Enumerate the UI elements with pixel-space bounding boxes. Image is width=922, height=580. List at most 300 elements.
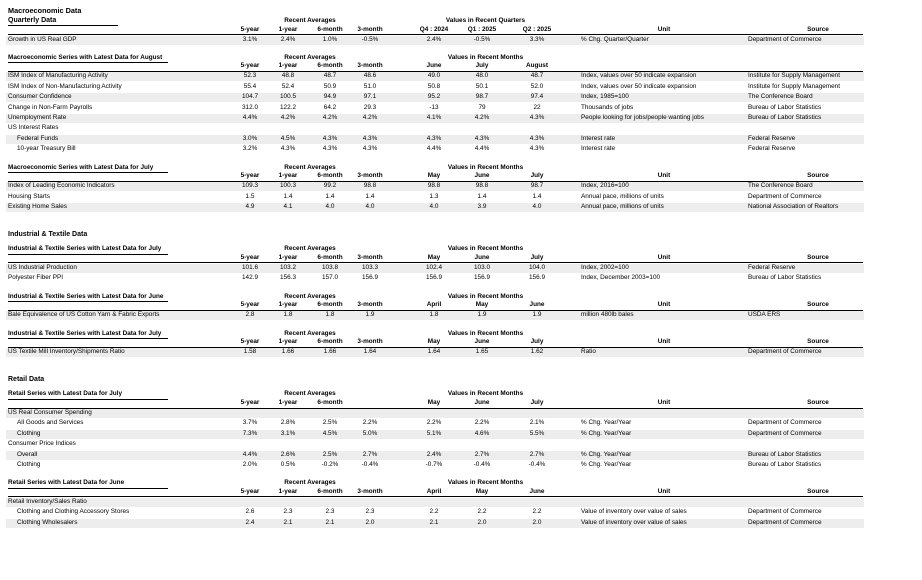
series-label: Change in Non-Farm Payrolls <box>8 103 93 111</box>
recent-value: 98.7 <box>475 93 489 101</box>
recent-value: -13 <box>429 103 439 111</box>
averages-header: Recent Averages <box>284 390 336 398</box>
average-value: 2.8% <box>280 419 296 427</box>
avg-col-label: 5-year <box>240 172 260 180</box>
average-value: 4.9 <box>245 202 255 210</box>
unit-header: Unit <box>657 487 671 495</box>
avg-col-label: 1-year <box>278 253 298 261</box>
average-value: -0.2% <box>321 460 339 468</box>
average-value: 2.5% <box>322 419 338 427</box>
recent-value: 2.7% <box>474 450 490 458</box>
recent-header: Values in Recent Months <box>447 245 524 253</box>
average-value: 4.3% <box>362 134 378 142</box>
unit-text: Ratio <box>581 348 596 355</box>
unit-text: Interest rate <box>581 145 616 153</box>
average-value: 312.0 <box>242 103 258 111</box>
row-shading <box>6 498 864 507</box>
recent-value: 3.9 <box>477 202 487 210</box>
average-value: 100.5 <box>280 93 296 101</box>
average-value: 1.58 <box>243 348 257 355</box>
recent-value: 4.4% <box>474 145 490 153</box>
avg-col-label: 5-year <box>240 338 260 345</box>
recent-value: 2.0 <box>477 518 487 526</box>
source-text: National Association of Realtors <box>748 202 839 210</box>
average-value: 1.4 <box>325 192 335 200</box>
unit-text: Annual pace, millions of units <box>581 202 664 210</box>
avg-col-label: 1-year <box>278 25 298 33</box>
average-value: 99.2 <box>323 182 337 190</box>
recent-value: 1.4 <box>532 192 542 200</box>
average-value: -0.5% <box>361 35 379 43</box>
unit-text: Value of inventory over value of sales <box>581 508 687 516</box>
average-value: 52.4 <box>281 82 295 90</box>
unit-text: % Chg. Year/Year <box>581 419 632 427</box>
average-value: 1.4 <box>365 192 375 200</box>
average-value: 4.4% <box>242 114 258 121</box>
group-title: Industrial & Textile Series with Latest Data for July <box>8 245 162 253</box>
avg-col-label: 6-month <box>317 301 343 309</box>
unit-text: Thousands of jobs <box>581 103 634 111</box>
average-value: 55.4 <box>243 82 257 90</box>
averages-header: Recent Averages <box>284 479 336 487</box>
avg-col-label: 6-month <box>317 253 343 261</box>
source-text: Bureau of Labor Statistics <box>748 274 822 282</box>
average-value: 157.0 <box>322 274 338 282</box>
group-title: Macroeconomic Series with Latest Data for July <box>8 163 154 171</box>
unit-text: Index, values over 50 indicate expansion <box>581 82 697 90</box>
average-value: 2.0% <box>242 460 258 468</box>
recent-value: 156.9 <box>474 274 490 282</box>
recent-value: 79 <box>478 103 486 111</box>
unit-header: Unit <box>657 25 671 33</box>
avg-col-label: 3-month <box>357 301 383 309</box>
average-value: 103.2 <box>280 263 296 271</box>
averages-header: Recent Averages <box>284 329 336 337</box>
average-value: -0.4% <box>361 460 379 468</box>
recent-value: -0.4% <box>528 460 546 468</box>
avg-col-label: 6-month <box>317 172 343 180</box>
source-text: The Conference Board <box>748 182 813 190</box>
average-value: 104.7 <box>242 93 258 101</box>
recent-value: 2.1 <box>429 518 439 526</box>
recent-value: 95.2 <box>427 93 441 101</box>
recent-header: Values in Recent Months <box>447 53 524 61</box>
average-value: 2.6% <box>280 450 296 458</box>
recent-col-label: May <box>427 398 441 406</box>
recent-value: 1.9 <box>477 311 487 319</box>
avg-col-label: 1-year <box>278 487 298 495</box>
series-label: Federal Funds <box>17 134 59 142</box>
average-value: 3.2% <box>242 145 258 153</box>
avg-col-label: 6-month <box>317 25 343 33</box>
underline-rule <box>8 399 168 400</box>
average-value: 1.8 <box>325 311 335 319</box>
average-value: 1.8 <box>283 311 293 319</box>
average-value: 98.8 <box>363 182 377 190</box>
source-text: Department of Commerce <box>748 192 822 200</box>
avg-col-label: 3-month <box>357 62 383 70</box>
source-text: Department of Commerce <box>748 429 822 437</box>
source-text: Department of Commerce <box>748 35 822 43</box>
section-heading: Quarterly Data <box>8 17 57 24</box>
avg-col-label: 1-year <box>278 338 298 345</box>
average-value: 4.1 <box>283 202 293 210</box>
group-title: Retail Series with Latest Data for July <box>8 390 123 398</box>
recent-value: 4.2% <box>474 114 490 121</box>
unit-text: Annual pace, millions of units <box>581 192 664 200</box>
recent-value: 103.0 <box>474 263 490 271</box>
average-value: 3.0% <box>242 134 258 142</box>
average-value: 4.4% <box>242 450 258 458</box>
source-text: Federal Reserve <box>748 145 796 153</box>
source-text: Department of Commerce <box>748 518 822 526</box>
recent-value: -0.4% <box>473 460 491 468</box>
page-title: Macroeconomic Data <box>8 6 82 15</box>
average-value: 3.1% <box>242 35 258 43</box>
average-value: 2.1 <box>283 518 293 526</box>
recent-value: 98.8 <box>427 182 441 190</box>
averages-header: Recent Averages <box>284 163 336 171</box>
avg-col-label: 5-year <box>240 25 260 33</box>
avg-col-label: 1-year <box>278 398 298 406</box>
average-value: 2.7% <box>362 450 378 458</box>
recent-col-label: Q1 : 2025 <box>467 25 497 33</box>
underline-rule <box>8 172 168 173</box>
recent-value: 1.9 <box>532 311 542 319</box>
recent-col-label: June <box>529 487 545 495</box>
recent-value: 48.0 <box>475 72 489 80</box>
average-value: 97.1 <box>363 93 377 101</box>
recent-value: -0.5% <box>473 35 491 43</box>
series-label: Clothing <box>17 460 41 468</box>
unit-text: % Chg. Year/Year <box>581 429 632 437</box>
unit-header: Unit <box>657 253 671 261</box>
unit-text: million 480lb bales <box>581 311 634 319</box>
recent-col-label: Q2 : 2025 <box>522 25 552 33</box>
recent-value: 4.3% <box>529 134 545 142</box>
average-value: 51.0 <box>363 82 377 90</box>
average-value: 1.9 <box>365 311 375 319</box>
average-value: 3.7% <box>242 419 258 427</box>
recent-col-label: July <box>530 398 544 406</box>
recent-value: -0.7% <box>425 460 443 468</box>
recent-value: 4.0 <box>532 202 542 210</box>
recent-col-label: May <box>427 253 441 261</box>
recent-col-label: May <box>427 172 441 180</box>
average-value: 3.1% <box>280 429 296 437</box>
recent-col-label: July <box>530 253 544 261</box>
row-shading <box>6 409 864 418</box>
recent-value: 2.2% <box>474 419 490 427</box>
recent-value: 102.4 <box>426 263 442 271</box>
series-label: Overall <box>17 450 38 458</box>
recent-header: Values in Recent Months <box>447 329 524 337</box>
unit-text: % Chg. Quarter/Quarter <box>581 35 649 43</box>
series-label: ISM Index of Non-Manufacturing Activity <box>8 82 122 90</box>
average-value: 48.6 <box>363 72 377 80</box>
source-text: Bureau of Labor Statistics <box>748 450 822 458</box>
recent-value: 2.2 <box>429 508 439 516</box>
source-text: Institute for Supply Management <box>748 82 841 90</box>
average-value: 64.2 <box>323 103 337 111</box>
recent-header: Values in Recent Months <box>447 479 524 487</box>
source-header: Source <box>807 398 829 406</box>
series-label: Consumer Confidence <box>8 93 72 101</box>
average-value: 2.8 <box>245 311 255 319</box>
recent-value: 4.6% <box>474 429 490 437</box>
source-header: Source <box>807 172 829 180</box>
group-title: Retail Series with Latest Data for June <box>8 479 125 487</box>
recent-col-label: June <box>474 172 490 180</box>
source-text: Bureau of Labor Statistics <box>748 103 822 111</box>
recent-value: 4.1% <box>426 114 442 121</box>
recent-col-label: June <box>529 301 545 309</box>
unit-text: % Chg. Year/Year <box>581 460 632 468</box>
series-label: Clothing <box>17 429 41 437</box>
underline-rule <box>8 338 168 339</box>
unit-text: Value of inventory over value of sales <box>581 518 687 526</box>
unit-header: Unit <box>657 301 671 309</box>
average-value: 4.3% <box>322 145 338 153</box>
underline-rule <box>8 301 168 302</box>
average-value: 4.2% <box>362 114 378 121</box>
recent-value: 2.0 <box>532 518 542 526</box>
average-value: 1.66 <box>323 348 337 355</box>
average-value: 7.3% <box>242 429 258 437</box>
source-header: Source <box>807 338 829 345</box>
avg-col-label: 5-year <box>240 398 260 406</box>
source-text: Bureau of Labor Statistics <box>748 460 822 468</box>
source-text: USDA ERS <box>748 311 781 319</box>
recent-value: 156.9 <box>426 274 442 282</box>
group-title: Industrial & Textile Series with Latest Data for June <box>8 292 164 300</box>
unit-text: % Chg. Year/Year <box>581 450 632 458</box>
average-value: 100.3 <box>280 182 296 190</box>
avg-col-label: 6-month <box>317 398 343 406</box>
average-value: 48.7 <box>323 72 337 80</box>
recent-value: 1.65 <box>475 348 489 355</box>
recent-value: 2.4% <box>426 35 442 43</box>
subgroup-label: US Real Consumer Spending <box>8 408 92 416</box>
series-label: 10-year Treasury Bill <box>17 145 76 153</box>
average-value: 103.3 <box>362 263 378 271</box>
recent-value: 1.4 <box>477 192 487 200</box>
source-text: Institute for Supply Management <box>748 72 841 80</box>
average-value: 101.6 <box>242 263 258 271</box>
recent-value: 1.3 <box>429 192 439 200</box>
series-label: Unemployment Rate <box>8 114 67 121</box>
average-value: 142.9 <box>242 274 258 282</box>
recent-col-label: April <box>426 487 442 495</box>
recent-value: 50.1 <box>475 82 489 90</box>
recent-value: 2.4% <box>426 450 442 458</box>
recent-col-label: April <box>426 301 442 309</box>
average-value: 94.9 <box>323 93 337 101</box>
recent-value: 97.4 <box>530 93 544 101</box>
unit-text: Index, 2016=100 <box>581 182 629 190</box>
recent-col-label: July <box>530 172 544 180</box>
recent-col-label: May <box>475 487 489 495</box>
recent-value: 1.62 <box>530 348 544 355</box>
recent-col-label: Q4 : 2024 <box>419 25 449 33</box>
average-value: 4.3% <box>362 145 378 153</box>
recent-value: 98.7 <box>530 182 544 190</box>
recent-col-label: June <box>474 398 490 406</box>
recent-value: 4.4% <box>426 145 442 153</box>
avg-col-label: 5-year <box>240 62 260 70</box>
unit-text: People looking for jobs/people wanting jobs <box>581 114 704 121</box>
average-value: 52.3 <box>243 72 257 80</box>
group-title: Macroeconomic Series with Latest Data for August <box>8 53 163 61</box>
series-label: Clothing and Clothing Accessory Stores <box>17 508 130 516</box>
series-label: Growth in US Real GDP <box>8 35 77 43</box>
recent-value: 98.8 <box>475 182 489 190</box>
averages-header: Recent Averages <box>284 245 336 253</box>
subgroup-label: Retail Inventory/Sales Ratio <box>8 497 87 505</box>
average-value: 1.0% <box>322 35 338 43</box>
average-value: 1.66 <box>281 348 295 355</box>
avg-col-label: 3-month <box>357 25 383 33</box>
series-label: Existing Home Sales <box>8 202 67 210</box>
source-header: Source <box>807 253 829 261</box>
series-label: ISM Index of Manufacturing Activity <box>8 72 108 80</box>
recent-col-label: July <box>530 338 544 345</box>
average-value: 122.2 <box>280 103 296 111</box>
source-text: Department of Commerce <box>748 419 822 427</box>
average-value: 103.8 <box>322 263 338 271</box>
underline-rule <box>8 488 168 489</box>
recent-value: 156.9 <box>529 274 545 282</box>
series-label: Clothing Wholesalers <box>17 518 78 526</box>
recent-col-label: June <box>474 338 490 345</box>
recent-col-label: August <box>525 62 548 70</box>
source-text: Bureau of Labor Statistics <box>748 114 822 121</box>
avg-col-label: 6-month <box>317 62 343 70</box>
source-text: Federal Reserve <box>748 134 796 142</box>
recent-value: 1.8 <box>429 311 439 319</box>
avg-col-label: 3-month <box>357 253 383 261</box>
source-header: Source <box>807 301 829 309</box>
average-value: 109.3 <box>242 182 258 190</box>
average-value: 2.6 <box>245 508 255 516</box>
recent-value: 2.2 <box>477 508 487 516</box>
subgroup-label: US Interest Rates <box>8 124 59 132</box>
averages-header: Recent Averages <box>284 53 336 61</box>
series-label: US Textile Mill Inventory/Shipments Ratio <box>8 348 125 355</box>
average-value: 4.3% <box>280 145 296 153</box>
underline-rule <box>8 62 168 63</box>
recent-col-label: May <box>475 301 489 309</box>
recent-value: 3.3% <box>529 35 545 43</box>
underline-rule <box>8 25 118 26</box>
average-value: 4.0 <box>325 202 335 210</box>
subgroup-label: Consumer Price Indices <box>8 440 76 448</box>
average-value: 156.3 <box>280 274 296 282</box>
avg-col-label: 3-month <box>357 172 383 180</box>
average-value: 1.5 <box>245 192 255 200</box>
recent-value: 50.8 <box>427 82 441 90</box>
average-value: 156.9 <box>362 274 378 282</box>
average-value: 2.4% <box>280 35 296 43</box>
recent-value: 1.64 <box>427 348 441 355</box>
unit-text: Index, December 2003=100 <box>581 274 661 282</box>
recent-header: Values in Recent Quarters <box>445 17 526 24</box>
recent-value: 49.0 <box>427 72 441 80</box>
recent-value: 5.5% <box>529 429 545 437</box>
section-heading: Industrial & Textile Data <box>8 231 88 239</box>
average-value: 2.0 <box>365 518 375 526</box>
avg-col-label: 5-year <box>240 301 260 309</box>
recent-value: 2.1% <box>529 419 545 427</box>
avg-col-label: 6-month <box>317 338 343 345</box>
series-label: Housing Starts <box>8 192 50 200</box>
recent-value: 48.7 <box>530 72 544 80</box>
recent-value: 2.2 <box>532 508 542 516</box>
average-value: 2.3 <box>325 508 335 516</box>
recent-value: 2.2% <box>426 419 442 427</box>
unit-text: Index, 1985=100 <box>581 93 629 101</box>
average-value: 1.4 <box>283 192 293 200</box>
source-text: Department of Commerce <box>748 348 822 355</box>
recent-header: Values in Recent Months <box>447 292 524 300</box>
recent-value: 4.3% <box>529 114 545 121</box>
unit-header: Unit <box>657 338 671 345</box>
series-label: US Industrial Production <box>8 263 77 271</box>
unit-text: Index, values over 50 indicate expansion <box>581 72 697 80</box>
recent-col-label: June <box>474 253 490 261</box>
group-title: Industrial & Textile Series with Latest Data for July <box>8 329 162 337</box>
average-value: 5.0% <box>362 429 378 437</box>
average-value: 4.5% <box>322 429 338 437</box>
unit-text: Interest rate <box>581 134 616 142</box>
recent-value: 5.1% <box>426 429 442 437</box>
recent-header: Values in Recent Months <box>447 163 524 171</box>
recent-value: 52.0 <box>530 82 544 90</box>
average-value: 4.2% <box>322 114 338 121</box>
average-value: 2.3 <box>365 508 375 516</box>
recent-value: 4.3% <box>529 145 545 153</box>
average-value: 4.5% <box>280 134 296 142</box>
series-label: Bale Equivalence of US Cotton Yarn & Fabric Exports <box>8 311 160 319</box>
source-header: Source <box>807 25 829 33</box>
recent-value: 104.0 <box>529 263 545 271</box>
averages-header: Recent Averages <box>284 292 336 300</box>
average-value: 2.2% <box>362 419 378 427</box>
average-value: 50.9 <box>323 82 337 90</box>
recent-value: 4.0 <box>429 202 439 210</box>
recent-col-label: May <box>427 338 441 345</box>
recent-value: 22 <box>533 103 541 111</box>
recent-value: 4.3% <box>474 134 490 142</box>
recent-header: Values in Recent Months <box>447 390 524 398</box>
avg-col-label: 5-year <box>240 253 260 261</box>
average-value: 2.4 <box>245 518 255 526</box>
unit-header: Unit <box>657 398 671 406</box>
series-label: All Goods and Services <box>17 419 84 427</box>
average-value: 4.3% <box>322 134 338 142</box>
unit-text: Index, 2002=100 <box>581 263 629 271</box>
avg-col-label: 1-year <box>278 172 298 180</box>
underline-rule <box>8 254 168 255</box>
average-value: 48.8 <box>281 72 295 80</box>
avg-col-label: 6-month <box>317 487 343 495</box>
avg-col-label: 3-month <box>357 338 383 345</box>
section-heading: Retail Data <box>8 376 45 384</box>
source-header: Source <box>807 487 829 495</box>
recent-col-label: June <box>426 62 442 70</box>
source-text: Federal Reserve <box>748 263 796 271</box>
avg-col-label: 1-year <box>278 301 298 309</box>
